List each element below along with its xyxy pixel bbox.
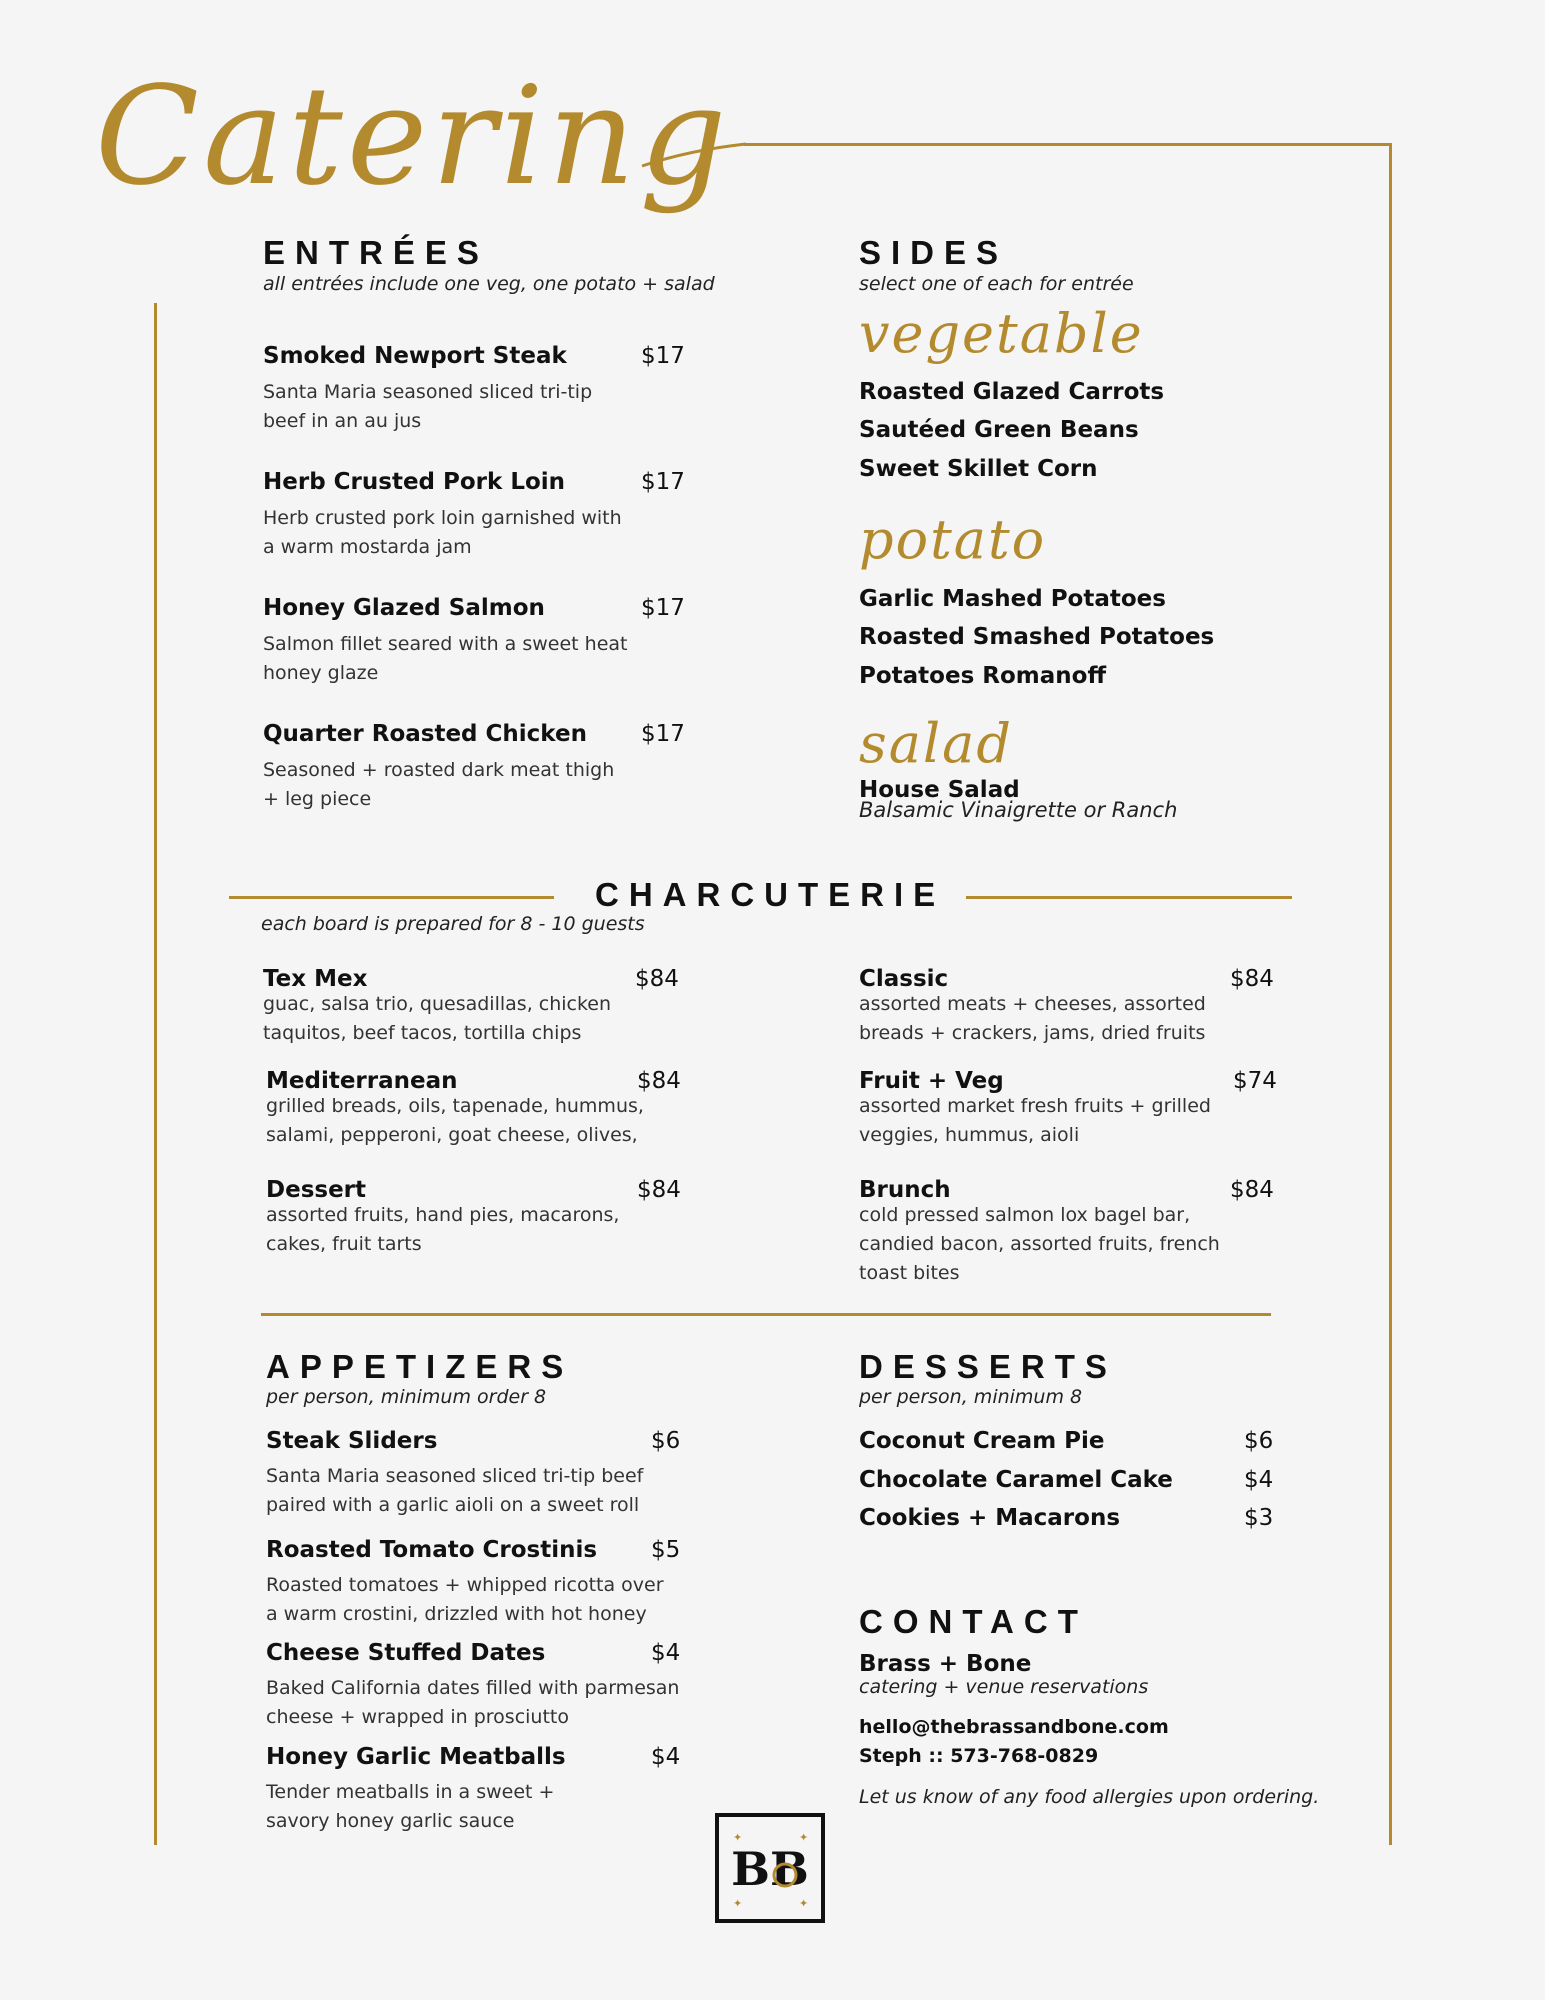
dessert-price: $6 — [1244, 1428, 1274, 1454]
entrees-heading: ENTRÉES — [263, 234, 489, 271]
side-vegetable: Sautéed Green Beans — [859, 417, 1139, 443]
side-vegetable: Sweet Skillet Corn — [859, 456, 1098, 482]
charcuterie-rule-right — [966, 896, 1292, 899]
salad-name: House Salad — [859, 777, 1020, 803]
logo-letters: BB — [731, 1842, 809, 1896]
board-price: $84 — [635, 966, 679, 992]
board-desc-line: taquitos, beef tacos, tortilla chips — [263, 1022, 582, 1044]
sides-heading: SIDES — [859, 234, 1009, 271]
potato-label: potato — [859, 508, 1047, 571]
vegetable-label: vegetable — [859, 302, 1144, 365]
appetizer-desc-line: cheese + wrapped in prosciutto — [266, 1706, 569, 1728]
board-name: Fruit + Veg — [859, 1068, 1004, 1094]
frame-top-line — [744, 143, 1392, 146]
appetizer-desc-line: paired with a garlic aioli on a sweet roll — [266, 1494, 640, 1516]
desserts-note: per person, minimum 8 — [859, 1386, 1083, 1408]
board-name: Brunch — [859, 1177, 951, 1203]
board-name: Dessert — [266, 1177, 367, 1203]
entree-price: $17 — [641, 343, 685, 369]
appetizer-desc-line: Santa Maria seasoned sliced tri-tip beef — [266, 1465, 644, 1487]
entree-desc-line: beef in an au jus — [263, 410, 422, 432]
board-desc-line: guac, salsa trio, quesadillas, chicken — [263, 993, 612, 1015]
dessert-name: Cookies + Macarons — [859, 1505, 1121, 1531]
salad-label: salad — [859, 712, 1013, 775]
appetizer-desc-line: a warm crostini, drizzled with hot honey — [266, 1603, 647, 1625]
board-desc-line: assorted meats + cheeses, assorted — [859, 993, 1206, 1015]
entree-name: Herb Crusted Pork Loin — [263, 469, 566, 495]
appetizer-price: $4 — [651, 1640, 681, 1666]
entree-desc-line: honey glaze — [263, 662, 379, 684]
appetizers-heading: APPETIZERS — [266, 1348, 574, 1385]
entree-desc-line: Salmon fillet seared with a sweet heat — [263, 633, 628, 655]
board-price: $84 — [1230, 966, 1274, 992]
board-name: Mediterranean — [266, 1068, 458, 1094]
entree-price: $17 — [641, 721, 685, 747]
board-desc-line: assorted fruits, hand pies, macarons, — [266, 1204, 620, 1226]
charcuterie-heading: CHARCUTERIE — [595, 876, 946, 913]
entree-price: $17 — [641, 469, 685, 495]
appetizer-price: $5 — [651, 1537, 681, 1563]
page-title: Catering — [95, 58, 731, 216]
entree-price: $17 — [641, 595, 685, 621]
appetizer-name: Honey Garlic Meatballs — [266, 1744, 566, 1770]
allergy-note: Let us know of any food allergies upon ordering. — [859, 1786, 1320, 1808]
contact-heading: CONTACT — [859, 1603, 1088, 1640]
appetizer-name: Steak Sliders — [266, 1428, 438, 1454]
appetizer-name: Cheese Stuffed Dates — [266, 1640, 546, 1666]
salad-desc: Balsamic Vinaigrette or Ranch — [859, 798, 1178, 822]
contact-phone[interactable]: Steph :: 573-768-0829 — [859, 1745, 1099, 1767]
entree-desc-line: + leg piece — [263, 788, 372, 810]
entree-desc-line: Santa Maria seasoned sliced tri-tip — [263, 381, 593, 403]
board-desc-line: toast bites — [859, 1262, 960, 1284]
appetizer-price: $4 — [651, 1744, 681, 1770]
appetizer-price: $6 — [651, 1428, 681, 1454]
entree-name: Quarter Roasted Chicken — [263, 721, 587, 747]
entree-desc-line: Seasoned + roasted dark meat thigh — [263, 759, 615, 781]
board-price: $84 — [637, 1177, 681, 1203]
board-name: Tex Mex — [263, 966, 368, 992]
entree-name: Honey Glazed Salmon — [263, 595, 545, 621]
board-desc-line: cold pressed salmon lox bagel bar, — [859, 1204, 1191, 1226]
desserts-heading: DESSERTS — [859, 1348, 1117, 1385]
side-potato: Potatoes Romanoff — [859, 663, 1107, 689]
appetizer-desc-line: Tender meatballs in a sweet + — [266, 1781, 555, 1803]
dessert-name: Chocolate Caramel Cake — [859, 1467, 1173, 1493]
side-potato: Garlic Mashed Potatoes — [859, 586, 1166, 612]
appetizer-desc-line: savory honey garlic sauce — [266, 1810, 515, 1832]
board-desc-line: salami, pepperoni, goat cheese, olives, — [266, 1124, 638, 1146]
appetizer-name: Roasted Tomato Crostinis — [266, 1537, 598, 1563]
dessert-price: $3 — [1244, 1505, 1274, 1531]
board-name: Classic — [859, 966, 949, 992]
entree-desc-line: a warm mostarda jam — [263, 536, 472, 558]
side-vegetable: Roasted Glazed Carrots — [859, 379, 1165, 405]
business-name: Brass + Bone — [859, 1651, 1032, 1677]
board-price: $74 — [1233, 1068, 1277, 1094]
charcuterie-note: each board is prepared for 8 - 10 guests — [261, 913, 645, 935]
section-divider — [261, 1313, 1271, 1316]
frame-right-line — [1389, 143, 1392, 1845]
dessert-price: $4 — [1244, 1467, 1274, 1493]
svg-text:✦: ✦ — [733, 1831, 743, 1844]
business-tagline: catering + venue reservations — [859, 1676, 1149, 1698]
board-desc-line: cakes, fruit tarts — [266, 1233, 422, 1255]
board-desc-line: grilled breads, oils, tapenade, hummus, — [266, 1095, 644, 1117]
board-desc-line: veggies, hummus, aioli — [859, 1124, 1080, 1146]
dessert-name: Coconut Cream Pie — [859, 1428, 1105, 1454]
appetizers-note: per person, minimum order 8 — [266, 1386, 547, 1408]
entrees-note: all entrées include one veg, one potato + salad — [263, 273, 715, 295]
sides-note: select one of each for entrée — [859, 273, 1134, 295]
board-desc-line: candied bacon, assorted fruits, french — [859, 1233, 1220, 1255]
appetizer-desc-line: Baked California dates filled with parmesan — [266, 1677, 680, 1699]
svg-text:✦: ✦ — [799, 1897, 809, 1910]
brass-and-bone-logo — [715, 1813, 825, 1923]
appetizer-desc-line: Roasted tomatoes + whipped ricotta over — [266, 1574, 664, 1596]
svg-text:✦: ✦ — [733, 1897, 743, 1910]
entree-desc-line: Herb crusted pork loin garnished with — [263, 507, 622, 529]
contact-email[interactable]: hello@thebrassandbone.com — [859, 1716, 1169, 1738]
board-desc-line: breads + crackers, jams, dried fruits — [859, 1022, 1206, 1044]
svg-text:✦: ✦ — [799, 1831, 809, 1844]
charcuterie-rule-left — [229, 896, 554, 899]
frame-left-line — [154, 303, 157, 1845]
entree-name: Smoked Newport Steak — [263, 343, 567, 369]
board-price: $84 — [637, 1068, 681, 1094]
board-price: $84 — [1230, 1177, 1274, 1203]
board-desc-line: assorted market fresh fruits + grilled — [859, 1095, 1211, 1117]
side-potato: Roasted Smashed Potatoes — [859, 624, 1215, 650]
